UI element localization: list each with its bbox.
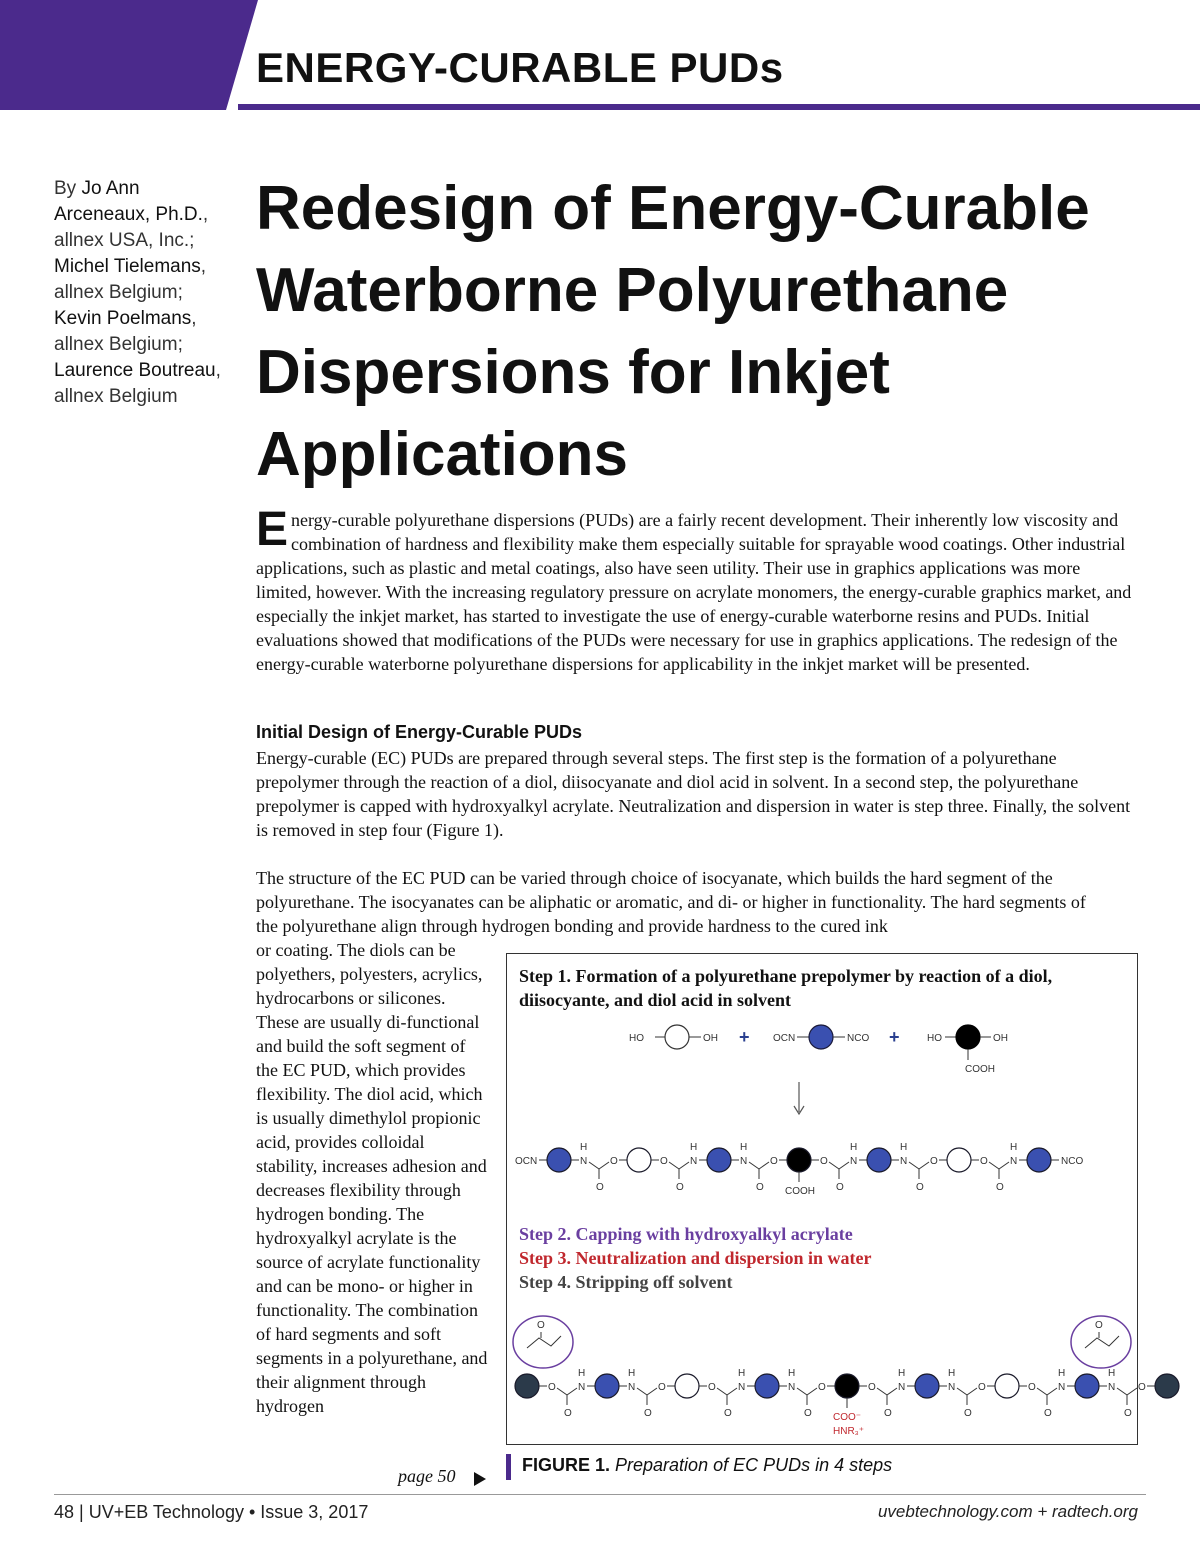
bond: [919, 1162, 929, 1169]
cooh-label: COOH: [965, 1064, 995, 1075]
iso-unit-circle: [915, 1374, 939, 1398]
figure-step-2: Step 2. Capping with hydroxyalkyl acrylate: [519, 1224, 853, 1244]
diol-unit-circle: [627, 1148, 651, 1172]
continue-arrow-icon: [474, 1472, 486, 1486]
author-name: Michel Tielemans: [54, 256, 201, 277]
bond: [647, 1388, 657, 1395]
iso-unit-circle: [1027, 1148, 1051, 1172]
byline-text: , allnex USA, Inc.;: [54, 204, 209, 251]
carbonyl-oxygen: O: [644, 1408, 652, 1419]
nitrogen-atom: N: [740, 1156, 748, 1167]
carbonyl-oxygen: O: [564, 1408, 572, 1419]
carbonyl-oxygen: O: [756, 1182, 764, 1193]
iso-unit-circle: [1075, 1374, 1099, 1398]
acrylate-bond: [1085, 1336, 1119, 1348]
byline-text: By: [54, 178, 82, 199]
carbonyl-oxygen: O: [596, 1182, 604, 1193]
author-name: Jo Ann Arceneaux, Ph.D.: [54, 178, 203, 225]
bond: [557, 1388, 567, 1395]
oxygen-atom: O: [610, 1156, 618, 1167]
section-title: ENERGY-CURABLE PUDs: [256, 44, 784, 91]
bond: [839, 1162, 849, 1169]
ocn-label: OCN: [773, 1033, 796, 1044]
bond: [887, 1388, 897, 1395]
capped-chain: [513, 1316, 1179, 1437]
nco-label: NCO: [847, 1033, 870, 1044]
bond: [1047, 1388, 1057, 1395]
prepolymer-chain: [515, 1142, 1083, 1197]
footer-rule: [54, 1494, 1146, 1495]
article-title: Redesign of Energy-Curable Waterborne Polyurethane Dispersions for Inkjet Applications: [256, 174, 1090, 489]
bond: [797, 1388, 807, 1395]
hydrogen-atom: H: [578, 1368, 586, 1379]
bond: [909, 1162, 919, 1169]
diol-unit-circle: [995, 1374, 1019, 1398]
acrylate-bond: [527, 1336, 561, 1348]
carbonyl-oxygen: O: [804, 1408, 812, 1419]
iso-unit-circle: [547, 1148, 571, 1172]
nitrogen-atom: N: [578, 1382, 586, 1393]
continued-link[interactable]: page 50: [398, 1466, 456, 1486]
reactants: [629, 1025, 1008, 1075]
oxygen-atom: O: [818, 1382, 826, 1393]
carbonyl-oxygen: O: [724, 1408, 732, 1419]
acrylate-oxygen: O: [1095, 1320, 1103, 1331]
hydrogen-atom: H: [738, 1368, 746, 1379]
carbonyl-oxygen: O: [916, 1182, 924, 1193]
hydrogen-atom: H: [1010, 1142, 1018, 1153]
plus-sign-2: +: [889, 1027, 900, 1047]
hydrogen-atom: H: [898, 1368, 906, 1379]
author-name: Kevin Poelmans: [54, 308, 192, 329]
bond: [957, 1388, 967, 1395]
bond: [1037, 1388, 1047, 1395]
acid-unit-circle: [787, 1148, 811, 1172]
bond: [637, 1388, 647, 1395]
figure-step-1: Step 1. Formation of a polyurethane prepolymer by reaction of a diol, diisocyante, and diol acid in solvent: [519, 966, 1053, 1010]
hydrogen-atom: H: [948, 1368, 956, 1379]
acid-group-label: HNR₃⁺: [833, 1426, 865, 1437]
figure-caption: [522, 1455, 892, 1476]
nitrogen-atom: N: [738, 1382, 746, 1393]
reaction-scheme: [507, 954, 1146, 1444]
bond: [989, 1162, 999, 1169]
bond: [1117, 1388, 1127, 1395]
bond: [877, 1388, 887, 1395]
nitrogen-atom: N: [580, 1156, 588, 1167]
carbonyl-oxygen: O: [676, 1182, 684, 1193]
end-group-label: NCO: [1061, 1156, 1084, 1167]
oh-label-2: OH: [993, 1033, 1008, 1044]
bond: [999, 1162, 1009, 1169]
bond: [589, 1162, 599, 1169]
oxygen-atom: O: [548, 1382, 556, 1393]
footer-left: 48 | UV+EB Technology • Issue 3, 2017: [54, 1502, 369, 1522]
caption-accent-bar: [506, 1454, 511, 1480]
intro-text: nergy-curable polyurethane dispersions (PUDs) are a fairly recent development. Their inherently low viscosity and combination of hardness and flexibility make them especially suitable for sprayable wood coatings. Other industrial applications, such as plastic and metal coatings, also have seen utility. Their use in graphics applications was more limited, however. With the increasing regulatory pressure on acrylate monomers, the energy-curable graphics market, and especially the inkjet market, has started to investigate the use of energy-curable waterborne resins and PUDs. Initial evaluations showed that modifications of the PUDs were necessary for use in graphics applications. The redesign of the energy-curable waterborne polyurethane dispersions for applicability in the inkjet market will be presented.: [256, 510, 1132, 674]
bond: [829, 1162, 839, 1169]
acid-unit-circle: [835, 1374, 859, 1398]
bond: [759, 1162, 769, 1169]
diol-unit-circle: [947, 1148, 971, 1172]
oxygen-atom: O: [1138, 1382, 1146, 1393]
nitrogen-atom: N: [690, 1156, 698, 1167]
nitrogen-atom: N: [628, 1382, 636, 1393]
acrylate-oxygen: O: [537, 1320, 545, 1331]
hydrogen-atom: H: [1108, 1368, 1116, 1379]
nitrogen-atom: N: [948, 1382, 956, 1393]
oh-label: OH: [703, 1033, 718, 1044]
carbonyl-oxygen: O: [1124, 1408, 1132, 1419]
reaction-arrow-icon: [794, 1082, 804, 1114]
acid-group-label: COOH: [785, 1186, 815, 1197]
header-accent-block: [0, 0, 226, 110]
nitrogen-atom: N: [1108, 1382, 1116, 1393]
diol-unit-circle: [675, 1374, 699, 1398]
header-rule: [238, 104, 1200, 110]
hydrogen-atom: H: [788, 1368, 796, 1379]
oxygen-atom: O: [708, 1382, 716, 1393]
bond: [599, 1162, 609, 1169]
carbonyl-oxygen: O: [1044, 1408, 1052, 1419]
nitrogen-atom: N: [898, 1382, 906, 1393]
header-accent-slant: [226, 0, 258, 110]
byline: [54, 176, 234, 410]
hydrogen-atom: H: [1058, 1368, 1066, 1379]
ho-label: HO: [629, 1033, 644, 1044]
oxygen-atom: O: [660, 1156, 668, 1167]
iso-unit-circle: [707, 1148, 731, 1172]
hydrogen-atom: H: [740, 1142, 748, 1153]
oxygen-atom: O: [868, 1382, 876, 1393]
nitrogen-atom: N: [788, 1382, 796, 1393]
diol-circle: [665, 1025, 689, 1049]
cap-unit-circle: [515, 1374, 539, 1398]
nitrogen-atom: N: [850, 1156, 858, 1167]
footer-right: uvebtechnology.com + radtech.org: [877, 1502, 1138, 1521]
figure-1: [506, 953, 1146, 1445]
bond: [749, 1162, 759, 1169]
author-name: Laurence Boutreau: [54, 360, 216, 381]
byline-text: , allnex Belgium;: [54, 308, 197, 355]
section-subhead: Initial Design of Energy-Curable PUDs: [256, 722, 583, 742]
oxygen-atom: O: [658, 1382, 666, 1393]
ho-label-2: HO: [927, 1033, 942, 1044]
caption-label: FIGURE 1.: [522, 1455, 611, 1475]
oxygen-atom: O: [820, 1156, 828, 1167]
end-group-label: OCN: [515, 1156, 538, 1167]
bond: [679, 1162, 689, 1169]
bond: [1127, 1388, 1137, 1395]
bond: [967, 1388, 977, 1395]
byline-text: , allnex Belgium;: [54, 256, 207, 303]
bond: [717, 1388, 727, 1395]
figure-step-4: Step 4. Stripping off solvent: [519, 1272, 733, 1292]
bond: [669, 1162, 679, 1169]
nitrogen-atom: N: [1010, 1156, 1018, 1167]
figure-step-3: Step 3. Neutralization and dispersion in water: [519, 1248, 872, 1268]
oxygen-atom: O: [980, 1156, 988, 1167]
paragraph-2-top: The structure of the EC PUD can be varied through choice of isocyanate, which builds the hard segment of the polyurethane. The isocyanates can be aliphatic or aromatic, and di- or higher in functionality. The hard segments of the polyurethane align through hydrogen bonding and provide hardness to the cured ink: [256, 868, 1086, 936]
iso-unit-circle: [867, 1148, 891, 1172]
oxygen-atom: O: [978, 1382, 986, 1393]
plus-sign: +: [739, 1027, 750, 1047]
hydrogen-atom: H: [690, 1142, 698, 1153]
paragraph-2-column: or coating. The diols can be polyethers, polyesters, acrylics, hydrocarbons or silicones. These are usually di-functional and build the soft segment of the EC PUD, which provides flexibility. The diol acid, which is usually dimethylol propionic acid, provides colloidal stability, increases adhesion and decreases flexibility through hydrogen bonding. The hydroxyalkyl acrylate is the source of acrylate functionality and can be mono- or higher in functionality. The combination of hard segments and soft segments in a polyurethane, and their alignment through hydrogen: [256, 940, 488, 1416]
hydrogen-atom: H: [850, 1142, 858, 1153]
nitrogen-atom: N: [1058, 1382, 1066, 1393]
caption-text: Preparation of EC PUDs in 4 steps: [610, 1455, 893, 1475]
oxygen-atom: O: [1028, 1382, 1036, 1393]
oxygen-atom: O: [930, 1156, 938, 1167]
acid-group-label: COO⁻: [833, 1412, 862, 1423]
iso-unit-circle: [755, 1374, 779, 1398]
cap-unit-circle: [1155, 1374, 1179, 1398]
bond: [807, 1388, 817, 1395]
nitrogen-atom: N: [900, 1156, 908, 1167]
hydrogen-atom: H: [580, 1142, 588, 1153]
paragraph-1: Energy-curable (EC) PUDs are prepared through several steps. The first step is the formation of a polyurethane prepolymer through the reaction of a diol, diisocyanate and diol acid in solvent. In a second step, the polyurethane prepolymer is capped with hydroxyalkyl acrylate. Neutralization and dispersion in water is step three. Finally, the solvent is removed in step four (Figure 1).: [256, 748, 1131, 840]
carbonyl-oxygen: O: [964, 1408, 972, 1419]
carbonyl-oxygen: O: [836, 1182, 844, 1193]
diol-acid-circle: [956, 1025, 980, 1049]
drop-cap: E: [256, 503, 289, 556]
iso-unit-circle: [595, 1374, 619, 1398]
diisocyanate-circle: [809, 1025, 833, 1049]
byline-text: , allnex Belgium: [54, 360, 221, 407]
intro-paragraph: [256, 503, 1136, 676]
carbonyl-oxygen: O: [884, 1408, 892, 1419]
oxygen-atom: O: [770, 1156, 778, 1167]
hydrogen-atom: H: [900, 1142, 908, 1153]
hydrogen-atom: H: [628, 1368, 636, 1379]
bond: [727, 1388, 737, 1395]
bond: [567, 1388, 577, 1395]
carbonyl-oxygen: O: [996, 1182, 1004, 1193]
